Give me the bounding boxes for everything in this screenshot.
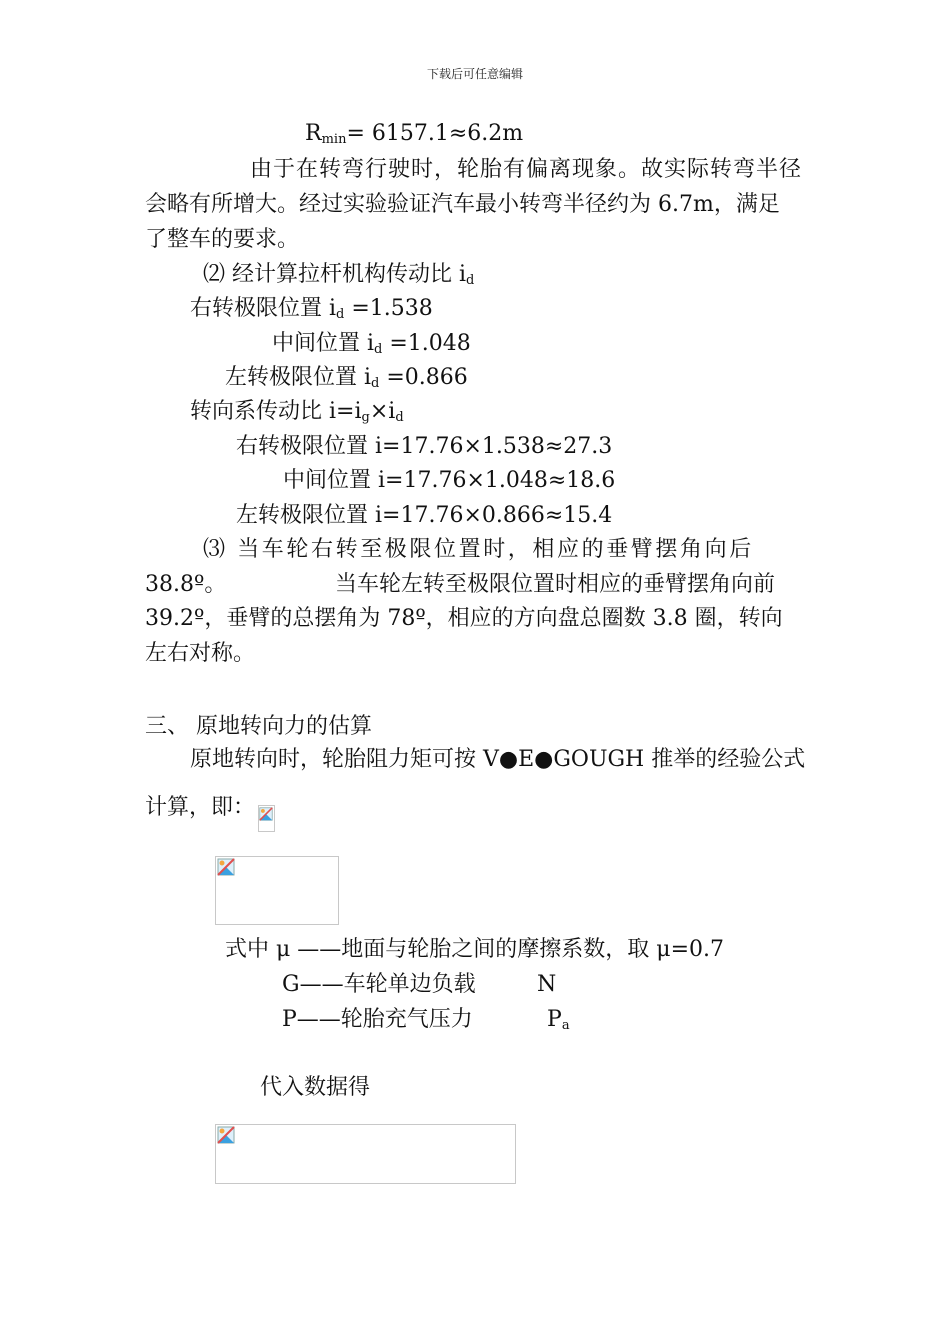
unit-newton: N [537, 972, 557, 997]
symbol-definition-mu: 式中 μ ——地面与轮胎之间的摩擦系数，取 μ=0.7 [225, 937, 724, 962]
ratio-right-value: =1.538 [344, 296, 433, 321]
section-3-heading: 三、 原地转向力的估算 [145, 714, 372, 739]
total-ratio-right: 右转极限位置 i=17.76×1.538≈27.3 [236, 434, 613, 459]
broken-image-icon [259, 807, 273, 821]
steering-system-ratio [190, 396, 404, 434]
paragraph-3-line-4: 左右对称。 [145, 641, 256, 666]
paragraph-3-line-2a: 38.8º。 [145, 572, 227, 597]
steering-ratio-subscript-g: g [361, 410, 370, 425]
ratio-middle-value: =1.048 [382, 331, 471, 356]
page-header: 下载后可任意编辑 [426, 67, 523, 81]
unit-pascal [547, 1004, 570, 1042]
rmin-value: = 6157.1≈6.2m [346, 121, 524, 146]
paragraph-1-line-1: 由于在转弯行驶时，轮胎有偏离现象。故实际转弯半径 [250, 157, 803, 182]
paragraph-4-line-1: 原地转向时，轮胎阻力矩可按 V●E●GOUGH 推举的经验公式 [190, 747, 806, 772]
paragraph-3-line-2b: 当车轮左转至极限位置时相应的垂臂摆角向前 [335, 572, 776, 597]
unit-pascal-subscript: a [561, 1018, 570, 1033]
ratio-right-label: 右转极限位置 i [190, 296, 337, 321]
section-2-text: ⑵ 经计算拉杆机构传动比 i [203, 262, 467, 287]
paragraph-1-line-3: 了整车的要求。 [145, 227, 300, 252]
formula-image-2 [215, 1124, 516, 1184]
ratio-left-value: =0.866 [379, 365, 468, 390]
broken-image-icon [217, 858, 235, 876]
section-2-subscript: d [466, 273, 475, 288]
broken-image-icon [217, 1126, 235, 1144]
ratio-right-limit [190, 293, 433, 331]
total-ratio-middle: 中间位置 i=17.76×1.048≈18.6 [283, 468, 616, 493]
ratio-middle [272, 328, 471, 366]
inline-formula-image [258, 805, 275, 832]
ratio-left-label: 左转极限位置 i [225, 365, 372, 390]
ratio-left-subscript: d [371, 376, 380, 391]
rmin-formula [305, 118, 523, 156]
unit-pascal-symbol: P [547, 1007, 562, 1032]
symbol-definition-g: G——车轮单边负载 [282, 972, 476, 997]
paragraph-3-line-3: 39.2º，垂臂的总摆角为 78º，相应的方向盘总圈数 3.8 圈，转向 [145, 606, 783, 631]
formula-image-1 [215, 856, 339, 925]
paragraph-3-line-1: ⑶ 当车轮右转至极限位置时，相应的垂臂摆角向后 [203, 537, 754, 562]
rmin-subscript: min [321, 132, 347, 147]
total-ratio-left: 左转极限位置 i=17.76×0.866≈15.4 [236, 503, 613, 528]
ratio-right-subscript: d [336, 307, 345, 322]
ratio-middle-label: 中间位置 i [272, 331, 375, 356]
ratio-left-limit [225, 362, 468, 400]
steering-ratio-label: 转向系传动比 i=i [190, 399, 362, 424]
paragraph-4-line-2: 计算，即： [145, 795, 256, 820]
rmin-symbol: R [305, 121, 322, 146]
ratio-middle-subscript: d [374, 342, 383, 357]
substitute-data-label: 代入数据得 [260, 1075, 371, 1100]
steering-ratio-times: ×i [369, 399, 396, 424]
symbol-definition-p: P——轮胎充气压力 [282, 1007, 473, 1032]
section-2-heading [203, 259, 474, 297]
steering-ratio-subscript-d: d [395, 410, 404, 425]
paragraph-1-line-2: 会略有所增大。经过实验验证汽车最小转弯半径约为 6.7m，满足 [145, 192, 780, 217]
